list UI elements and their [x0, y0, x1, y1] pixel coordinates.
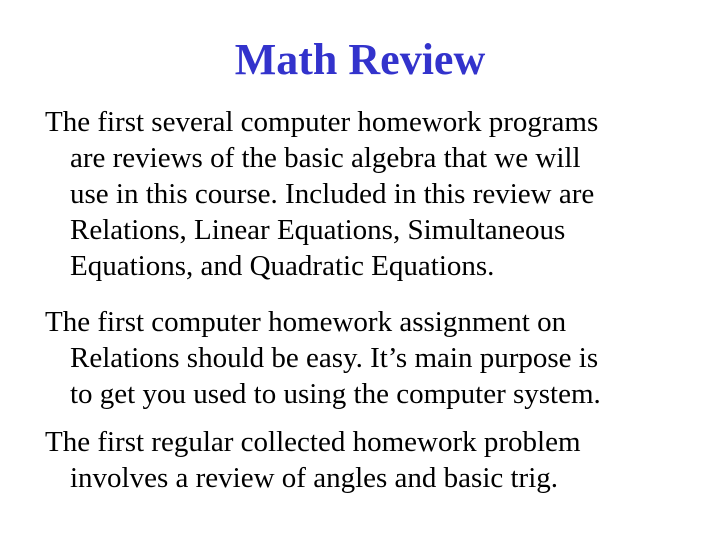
paragraph-1-line-1: The first several computer homework programs: [45, 106, 599, 138]
paragraph-1-line-4: Relations, Linear Equations, Simultaneous: [70, 214, 566, 246]
paragraph-1-line-5: Equations, and Quadratic Equations.: [70, 250, 495, 282]
paragraph-3-line-1: The first regular collected homework problem: [45, 426, 581, 458]
paragraph-1-line-2: are reviews of the basic algebra that we will: [70, 142, 581, 174]
paragraph-2-line-3: to get you used to using the computer system.: [70, 378, 601, 410]
paragraph-3-line-2: involves a review of angles and basic trig.: [70, 462, 559, 494]
paragraph-2-line-1: The first computer homework assignment on: [45, 306, 567, 338]
paragraph-2-line-2: Relations should be easy. It’s main purpose is: [70, 342, 599, 374]
slide-title: Math Review: [234, 35, 486, 84]
paragraph-1-line-3: use in this course. Included in this review are: [70, 178, 595, 210]
